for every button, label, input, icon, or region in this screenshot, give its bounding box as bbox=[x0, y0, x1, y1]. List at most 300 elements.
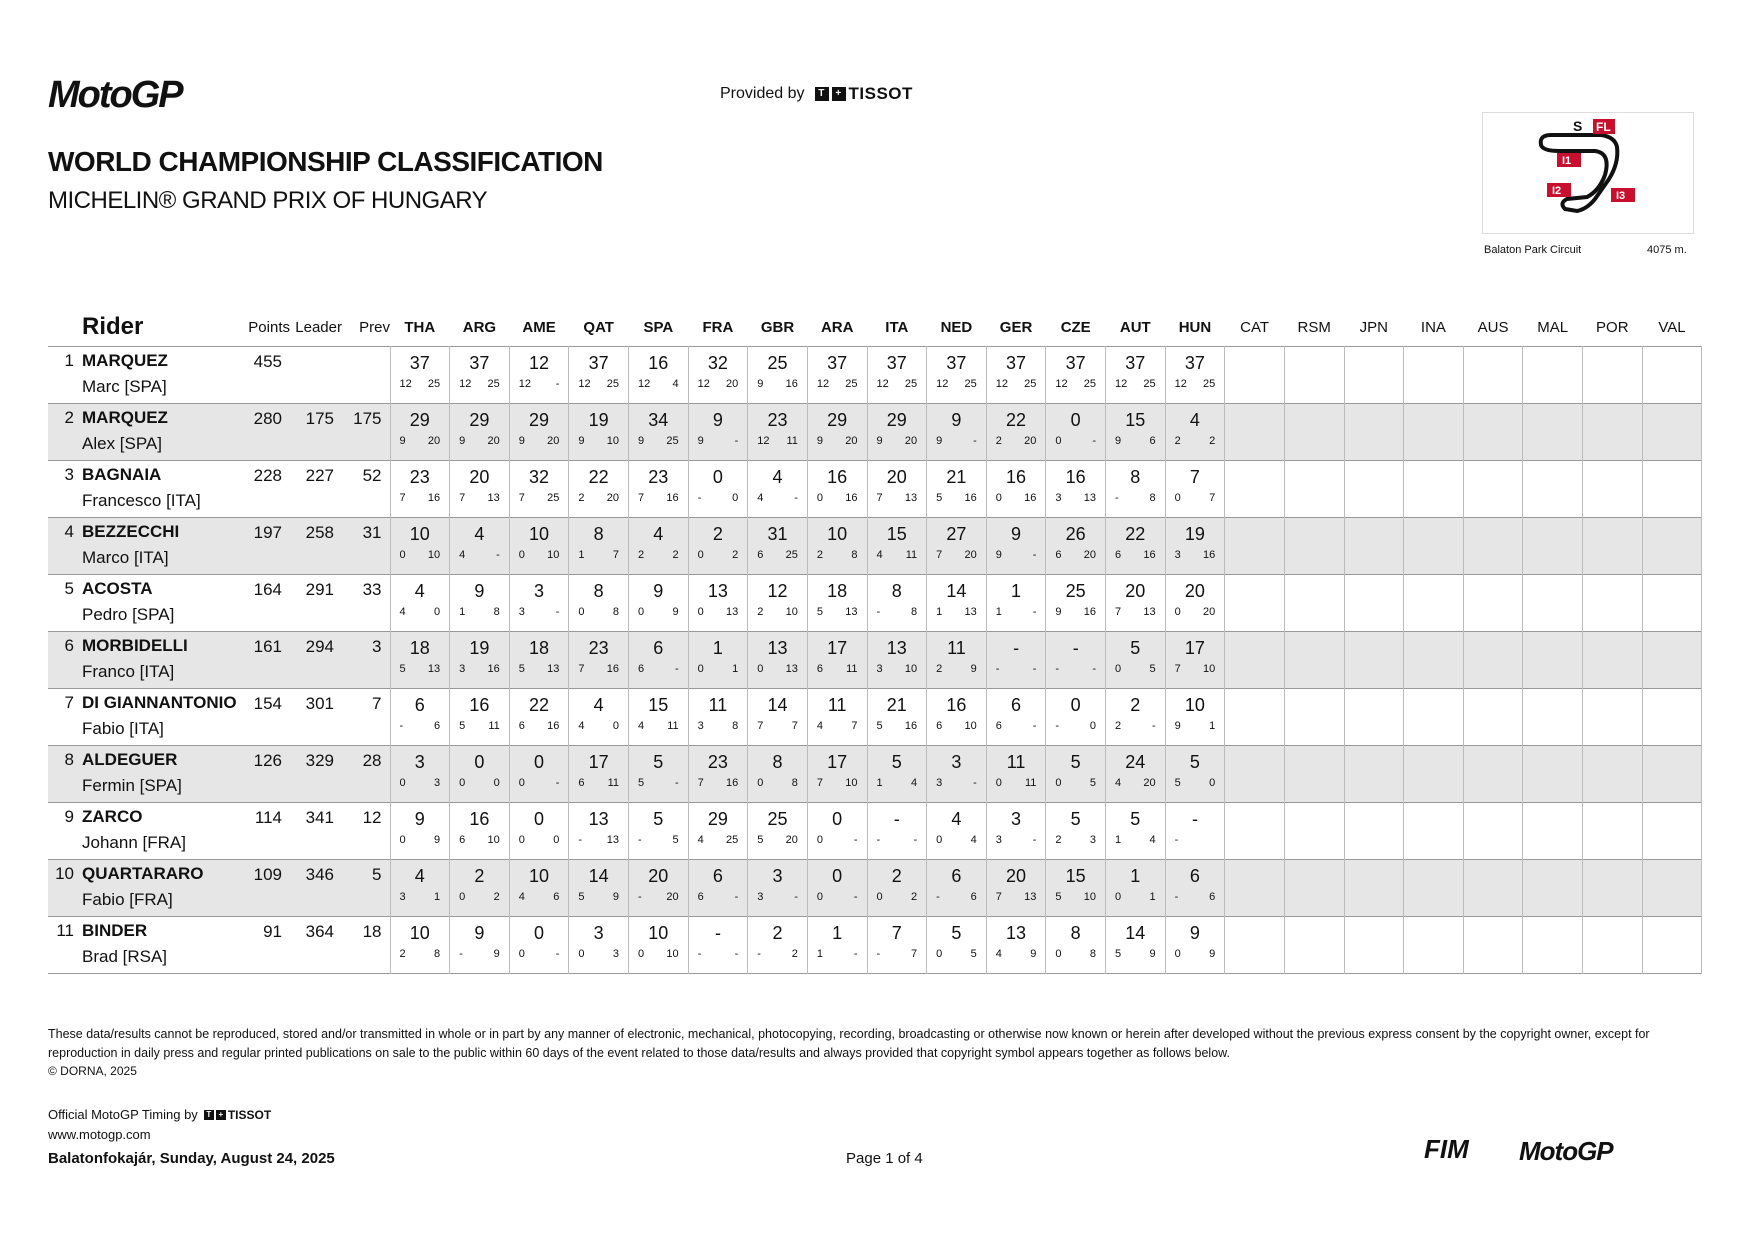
race-points: 25 bbox=[964, 378, 977, 390]
race-cell-fra bbox=[688, 461, 748, 518]
race-cell-ina bbox=[1404, 632, 1464, 689]
sprint-points: 1 bbox=[1115, 834, 1122, 846]
race-cell-jpn bbox=[1344, 917, 1404, 974]
race-points-breakdown bbox=[927, 549, 986, 561]
race-total-points: 11 bbox=[708, 695, 728, 715]
race-cell-spa bbox=[629, 689, 689, 746]
race-points: 13 bbox=[785, 663, 798, 675]
race-total-points: 13 bbox=[1006, 923, 1027, 943]
rider-surname: DI GIANNANTONIO bbox=[82, 693, 237, 712]
race-cell-qat bbox=[569, 404, 629, 461]
race-cell-ger bbox=[986, 689, 1046, 746]
map-label-i3: I3 bbox=[1616, 190, 1626, 202]
race-cell-cat bbox=[1225, 461, 1285, 518]
sprint-points: 7 bbox=[876, 492, 883, 504]
sprint-points: 3 bbox=[995, 834, 1002, 846]
rider-points: 164 bbox=[253, 580, 282, 599]
race-points-breakdown bbox=[1166, 549, 1225, 561]
race-cell-ina bbox=[1404, 404, 1464, 461]
race-points-breakdown bbox=[748, 435, 807, 447]
race-cell-rsm bbox=[1284, 575, 1344, 632]
race-cell-ame bbox=[509, 347, 569, 404]
sprint-points: 0 bbox=[578, 606, 585, 618]
race-points: 20 bbox=[666, 891, 679, 903]
rider-first-name: Pedro [SPA] bbox=[82, 605, 175, 624]
race-points: 16 bbox=[606, 663, 619, 675]
race-points: 13 bbox=[547, 663, 560, 675]
race-cell-tha bbox=[390, 803, 450, 860]
sprint-points: 12 bbox=[578, 378, 591, 390]
sprint-points: - bbox=[936, 891, 940, 903]
sprint-points: 0 bbox=[995, 492, 1002, 504]
race-cell-val bbox=[1642, 518, 1702, 575]
table-row bbox=[48, 746, 1702, 803]
sprint-points: 0 bbox=[1115, 663, 1122, 675]
header-race-aut: AUT bbox=[1119, 318, 1151, 336]
race-points-breakdown bbox=[1106, 378, 1165, 390]
race-points-breakdown bbox=[748, 777, 807, 789]
race-cell-ger bbox=[986, 518, 1046, 575]
race-cell-cat bbox=[1225, 803, 1285, 860]
race-cell-rsm bbox=[1284, 632, 1344, 689]
race-total-points: 12 bbox=[529, 353, 550, 373]
race-points-breakdown bbox=[569, 492, 628, 504]
rider-cell bbox=[48, 518, 238, 575]
race-cell-ita bbox=[867, 746, 927, 803]
race-points-breakdown bbox=[987, 948, 1046, 960]
sprint-points: 5 bbox=[1055, 891, 1062, 903]
race-points: 10 bbox=[666, 948, 679, 960]
race-points: 13 bbox=[904, 492, 918, 504]
race-total-points: 0 bbox=[1070, 695, 1081, 715]
race-cell-arg bbox=[450, 347, 510, 404]
rider-first-name: Francesco [ITA] bbox=[82, 491, 201, 510]
race-total-points: 11 bbox=[827, 695, 847, 715]
header-race-aus: AUS bbox=[1477, 318, 1509, 336]
race-points: 2 bbox=[1209, 435, 1216, 447]
race-points-breakdown bbox=[808, 834, 867, 846]
race-cell-ned bbox=[927, 746, 987, 803]
race-cell-mal bbox=[1523, 860, 1583, 917]
race-cell-ita bbox=[867, 803, 927, 860]
race-cell-ned bbox=[927, 404, 987, 461]
rider-position: 11 bbox=[56, 921, 74, 940]
sprint-points: 6 bbox=[816, 663, 823, 675]
race-cell-fra bbox=[688, 746, 748, 803]
race-points: - bbox=[555, 948, 560, 960]
race-total-points: 18 bbox=[409, 638, 430, 658]
race-total-points: 24 bbox=[1125, 752, 1146, 772]
race-points-breakdown bbox=[629, 948, 688, 960]
race-points: 25 bbox=[785, 549, 798, 561]
race-points-breakdown bbox=[629, 435, 688, 447]
race-points-breakdown bbox=[1046, 834, 1105, 846]
race-cell-gbr bbox=[748, 689, 808, 746]
sprint-points: 12 bbox=[757, 435, 770, 447]
race-points-breakdown bbox=[868, 492, 927, 504]
race-points: 13 bbox=[964, 606, 977, 618]
sprint-points: 6 bbox=[757, 549, 764, 561]
race-total-points: 8 bbox=[891, 581, 902, 601]
race-cell-hun bbox=[1165, 803, 1225, 860]
race-total-points: 0 bbox=[474, 752, 485, 772]
race-cell-mal bbox=[1523, 461, 1583, 518]
race-total-points: 3 bbox=[772, 866, 783, 886]
race-cell-ara bbox=[807, 746, 867, 803]
race-cell-qat bbox=[569, 347, 629, 404]
race-total-points: 29 bbox=[469, 410, 490, 430]
race-points: 8 bbox=[911, 606, 918, 618]
race-points-breakdown bbox=[510, 549, 569, 561]
sprint-points: 12 bbox=[518, 378, 531, 390]
race-total-points: 32 bbox=[707, 353, 728, 373]
race-cell-ara bbox=[807, 461, 867, 518]
race-total-points: 11 bbox=[947, 638, 966, 658]
race-cell-spa bbox=[629, 803, 689, 860]
race-cell-arg bbox=[450, 860, 510, 917]
race-cell-rsm bbox=[1284, 917, 1344, 974]
race-points: 7 bbox=[851, 720, 858, 732]
race-total-points: 1 bbox=[1011, 581, 1022, 601]
header-race-tha: THA bbox=[404, 318, 436, 336]
timing-tissot-t-icon: T bbox=[204, 1110, 214, 1120]
race-cell-jpn bbox=[1344, 518, 1404, 575]
rider-leader: 294 bbox=[305, 637, 334, 656]
race-cell-por bbox=[1583, 860, 1643, 917]
race-total-points: 37 bbox=[1184, 353, 1205, 373]
race-points-breakdown bbox=[1166, 435, 1225, 447]
sprint-points: 0 bbox=[936, 948, 943, 960]
sprint-points: - bbox=[995, 663, 1000, 675]
race-points: 11 bbox=[846, 663, 858, 675]
race-cell-ara bbox=[807, 575, 867, 632]
rider-prev: 175 bbox=[353, 409, 382, 428]
rider-position: 10 bbox=[55, 864, 74, 883]
race-cell-gbr bbox=[748, 404, 808, 461]
race-points-breakdown bbox=[391, 663, 450, 675]
race-points: 16 bbox=[904, 720, 918, 732]
rider-points: 109 bbox=[253, 865, 282, 884]
race-total-points: 3 bbox=[534, 581, 545, 601]
race-points-breakdown bbox=[450, 549, 509, 561]
race-total-points: 5 bbox=[1130, 638, 1141, 658]
race-total-points: 6 bbox=[653, 638, 664, 658]
race-total-points: 11 bbox=[1006, 752, 1026, 772]
race-cell-ame bbox=[509, 518, 569, 575]
race-cell-rsm bbox=[1284, 803, 1344, 860]
sprint-points: 7 bbox=[399, 492, 406, 504]
race-points: 2 bbox=[672, 549, 679, 561]
sprint-points: 3 bbox=[1055, 492, 1062, 504]
race-cell-qat bbox=[569, 746, 629, 803]
fim-logo-text: FIM bbox=[1424, 1135, 1469, 1163]
race-cell-ita bbox=[867, 632, 927, 689]
race-cell-ame bbox=[509, 461, 569, 518]
race-points-breakdown bbox=[1046, 549, 1105, 561]
race-cell-hun bbox=[1165, 461, 1225, 518]
race-points-breakdown bbox=[569, 663, 628, 675]
race-points: - bbox=[496, 549, 500, 561]
race-cell-spa bbox=[629, 575, 689, 632]
race-total-points: 34 bbox=[648, 410, 669, 430]
provided-by bbox=[720, 84, 913, 104]
sprint-points: 3 bbox=[876, 663, 883, 675]
sprint-points: 2 bbox=[399, 948, 406, 960]
race-total-points: 13 bbox=[767, 638, 788, 658]
sprint-points: 0 bbox=[518, 777, 525, 789]
race-points: 13 bbox=[487, 492, 500, 504]
race-points: 20 bbox=[964, 549, 977, 561]
sprint-points: 12 bbox=[638, 378, 651, 390]
race-cell-cze bbox=[1046, 689, 1106, 746]
race-points-breakdown bbox=[689, 948, 748, 960]
sprint-points: 0 bbox=[757, 663, 764, 675]
race-cell-mal bbox=[1523, 518, 1583, 575]
header-points: Points bbox=[248, 318, 290, 336]
race-cell-por bbox=[1583, 746, 1643, 803]
race-cell-aus bbox=[1463, 461, 1523, 518]
race-total-points: 15 bbox=[1065, 866, 1086, 886]
header-rider: Rider bbox=[82, 313, 144, 340]
race-total-points: 18 bbox=[529, 638, 550, 658]
race-points: 10 bbox=[904, 663, 918, 675]
race-points: 3 bbox=[612, 948, 619, 960]
race-points-breakdown bbox=[1046, 948, 1105, 960]
rider-surname: ALDEGUER bbox=[82, 750, 178, 769]
race-points-breakdown bbox=[391, 378, 450, 390]
race-cell-tha bbox=[390, 461, 450, 518]
race-cell-hun bbox=[1165, 689, 1225, 746]
race-total-points: 4 bbox=[653, 524, 664, 544]
race-points: 20 bbox=[845, 435, 858, 447]
race-total-points: 4 bbox=[474, 524, 485, 544]
race-cell-spa bbox=[629, 404, 689, 461]
sprint-points: 7 bbox=[936, 549, 943, 561]
race-cell-aut bbox=[1106, 803, 1166, 860]
sprint-points: 6 bbox=[578, 777, 585, 789]
race-cell-aus bbox=[1463, 347, 1523, 404]
race-total-points: 16 bbox=[469, 695, 490, 715]
rider-leader: 301 bbox=[305, 694, 334, 713]
race-points-breakdown bbox=[927, 378, 986, 390]
race-points: - bbox=[853, 834, 858, 846]
race-total-points: 23 bbox=[409, 467, 430, 487]
sprint-points: - bbox=[1174, 834, 1179, 846]
rider-prev: 3 bbox=[372, 637, 382, 656]
race-points-breakdown bbox=[450, 891, 509, 903]
race-total-points: 0 bbox=[534, 809, 545, 829]
race-cell-aut bbox=[1106, 689, 1166, 746]
race-cell-tha bbox=[390, 917, 450, 974]
race-total-points: 9 bbox=[712, 410, 723, 430]
race-points-breakdown bbox=[569, 549, 628, 561]
race-cell-qat bbox=[569, 632, 629, 689]
rider-leader: 227 bbox=[305, 466, 334, 485]
sprint-points: 7 bbox=[816, 777, 823, 789]
sprint-points: 0 bbox=[1174, 606, 1181, 618]
race-cell-ina bbox=[1404, 689, 1464, 746]
sprint-points: 6 bbox=[518, 720, 525, 732]
race-cell-aut bbox=[1106, 347, 1166, 404]
race-cell-arg bbox=[450, 518, 510, 575]
race-points-breakdown bbox=[689, 435, 748, 447]
motogp-footer-logo-text: MotoGP bbox=[1519, 1138, 1613, 1164]
race-points: 16 bbox=[427, 492, 441, 504]
race-points-breakdown bbox=[1166, 378, 1225, 390]
race-total-points: 17 bbox=[1184, 638, 1205, 658]
sprint-points: 4 bbox=[399, 606, 406, 618]
race-total-points: 23 bbox=[767, 410, 788, 430]
website-link[interactable]: www.motogp.com bbox=[48, 1127, 151, 1142]
sprint-points: 0 bbox=[1055, 948, 1062, 960]
race-points-breakdown bbox=[868, 720, 927, 732]
race-cell-tha bbox=[390, 632, 450, 689]
race-points-breakdown bbox=[1166, 663, 1225, 675]
table-row bbox=[48, 347, 1702, 404]
race-cell-cat bbox=[1225, 689, 1285, 746]
race-points-breakdown bbox=[927, 891, 986, 903]
race-points: 16 bbox=[1143, 549, 1156, 561]
race-cell-rsm bbox=[1284, 461, 1344, 518]
sprint-points: 5 bbox=[816, 606, 823, 618]
circuit-map bbox=[1482, 112, 1694, 234]
race-points: 9 bbox=[1030, 948, 1037, 960]
race-cell-ned bbox=[927, 518, 987, 575]
sprint-points: 2 bbox=[578, 492, 585, 504]
sprint-points: 7 bbox=[1115, 606, 1122, 618]
race-cell-tha bbox=[390, 347, 450, 404]
race-points: 6 bbox=[970, 891, 977, 903]
race-points-breakdown bbox=[629, 549, 688, 561]
sprint-points: 4 bbox=[578, 720, 585, 732]
race-cell-ger bbox=[986, 575, 1046, 632]
sprint-points: 9 bbox=[399, 435, 406, 447]
race-points-breakdown bbox=[987, 834, 1046, 846]
race-points: 16 bbox=[1203, 549, 1216, 561]
race-points-breakdown bbox=[868, 606, 927, 618]
race-points-breakdown bbox=[868, 834, 927, 846]
sprint-points: 3 bbox=[1174, 549, 1181, 561]
race-points-breakdown bbox=[569, 891, 628, 903]
header-race-ara: ARA bbox=[820, 318, 854, 336]
race-cell-ita bbox=[867, 860, 927, 917]
race-total-points: 23 bbox=[588, 638, 609, 658]
sprint-points: 0 bbox=[1174, 948, 1181, 960]
race-points-breakdown bbox=[629, 378, 688, 390]
race-points-breakdown bbox=[1106, 492, 1165, 504]
race-points: 8 bbox=[791, 777, 798, 789]
race-total-points: - bbox=[893, 809, 900, 829]
race-points: 10 bbox=[487, 834, 500, 846]
race-cell-cat bbox=[1225, 746, 1285, 803]
race-cell-ger bbox=[986, 632, 1046, 689]
race-cell-arg bbox=[450, 404, 510, 461]
race-cell-ned bbox=[927, 803, 987, 860]
race-points: 16 bbox=[726, 777, 739, 789]
race-points-breakdown bbox=[1046, 435, 1105, 447]
race-cell-cze bbox=[1046, 461, 1106, 518]
race-points: - bbox=[1032, 549, 1037, 561]
sprint-points: 1 bbox=[459, 606, 466, 618]
sprint-points: 4 bbox=[816, 720, 823, 732]
race-cell-ita bbox=[867, 404, 927, 461]
race-points-breakdown bbox=[987, 549, 1046, 561]
race-points: 25 bbox=[547, 492, 560, 504]
race-cell-rsm bbox=[1284, 518, 1344, 575]
header-race-qat: QAT bbox=[583, 318, 614, 336]
race-cell-por bbox=[1583, 404, 1643, 461]
sprint-points: - bbox=[638, 891, 642, 903]
rider-position: 6 bbox=[64, 636, 74, 655]
race-cell-por bbox=[1583, 461, 1643, 518]
sprint-points: 9 bbox=[578, 435, 585, 447]
race-points-breakdown bbox=[808, 948, 867, 960]
race-points-breakdown bbox=[510, 378, 569, 390]
sprint-points: 12 bbox=[459, 378, 472, 390]
sprint-points: 9 bbox=[876, 435, 883, 447]
race-points: 25 bbox=[1083, 378, 1096, 390]
race-points-breakdown bbox=[689, 720, 748, 732]
race-cell-tha bbox=[390, 575, 450, 632]
rider-first-name: Fermin [SPA] bbox=[82, 776, 182, 795]
race-points: 7 bbox=[911, 948, 918, 960]
race-cell-ina bbox=[1404, 803, 1464, 860]
race-points: - bbox=[973, 777, 977, 789]
race-points: - bbox=[794, 891, 798, 903]
race-total-points: 8 bbox=[1070, 923, 1081, 943]
race-total-points: 10 bbox=[827, 524, 848, 544]
race-total-points: 4 bbox=[951, 809, 962, 829]
race-cell-tha bbox=[390, 518, 450, 575]
header-race-ita: ITA bbox=[885, 318, 909, 336]
rider-first-name: Johann [FRA] bbox=[82, 833, 186, 852]
sprint-points: 7 bbox=[638, 492, 645, 504]
race-cell-ger bbox=[986, 347, 1046, 404]
race-total-points: 29 bbox=[827, 410, 848, 430]
race-cell-ame bbox=[509, 803, 569, 860]
race-points: 7 bbox=[1209, 492, 1216, 504]
race-points-breakdown bbox=[391, 891, 450, 903]
sprint-points: - bbox=[1115, 492, 1119, 504]
rider-cell bbox=[48, 461, 238, 518]
rider-position: 3 bbox=[64, 465, 74, 484]
circuit-length: 4075 m. bbox=[1647, 244, 1687, 256]
race-total-points: 6 bbox=[951, 866, 962, 886]
sprint-points: 5 bbox=[399, 663, 406, 675]
rider-position: 2 bbox=[64, 408, 74, 427]
race-cell-qat bbox=[569, 518, 629, 575]
race-points-breakdown bbox=[748, 948, 807, 960]
rider-leader: 175 bbox=[305, 409, 334, 428]
race-cell-ina bbox=[1404, 461, 1464, 518]
sprint-points: 5 bbox=[1174, 777, 1181, 789]
race-cell-aut bbox=[1106, 917, 1166, 974]
race-points-breakdown bbox=[1166, 948, 1225, 960]
race-total-points: 5 bbox=[1189, 752, 1200, 772]
race-cell-ara bbox=[807, 347, 867, 404]
rider-surname: BEZZECCHI bbox=[82, 522, 180, 541]
race-cell-fra bbox=[688, 575, 748, 632]
race-cell-ara bbox=[807, 860, 867, 917]
race-cell-mal bbox=[1523, 347, 1583, 404]
sprint-points: 5 bbox=[936, 492, 943, 504]
race-cell-ara bbox=[807, 404, 867, 461]
sprint-points: 0 bbox=[459, 891, 466, 903]
rider-surname: QUARTARARO bbox=[82, 864, 204, 883]
race-total-points: 5 bbox=[951, 923, 962, 943]
race-points: 4 bbox=[672, 378, 679, 390]
race-cell-aut bbox=[1106, 518, 1166, 575]
